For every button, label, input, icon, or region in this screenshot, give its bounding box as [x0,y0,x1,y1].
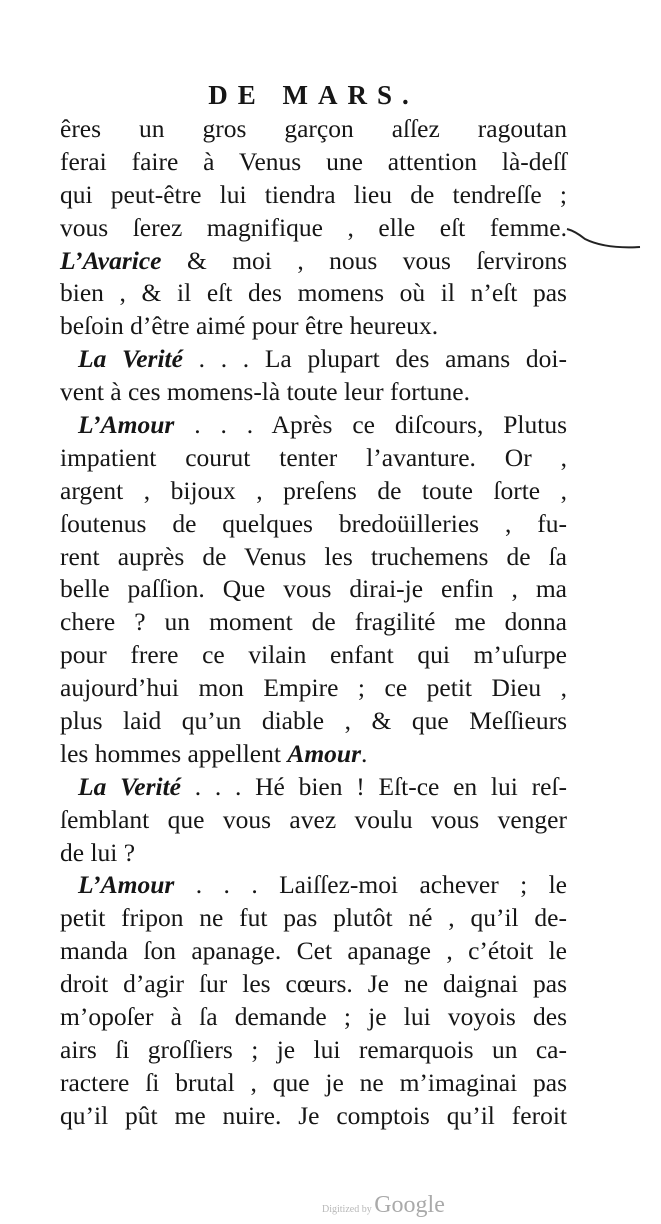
text-line [60,771,567,804]
text-line [60,1034,567,1067]
digitized-by-google-watermark [322,1192,445,1219]
text-line [60,376,567,409]
line-text: bien , & il eſt des momens où il n’eſt pas [60,278,567,308]
text-line [60,113,567,146]
line-text: . . . Hé bien ! Eſt-ce en lui reſ- [181,771,567,801]
line-text: rent auprès de Venus les truchemens de ſa [60,541,567,571]
text-line [60,409,567,442]
text-line [60,245,567,278]
line-text: de lui ? [60,837,136,867]
text-line [60,738,567,771]
text-line [60,442,567,475]
line-text: impatient courut tenter l’avanture. Or , [60,442,567,472]
line-text: . . . Après ce diſcours, Plutus [174,410,567,440]
line-text: petit fripon ne fut pas plutôt né , qu’il de- [60,903,567,933]
watermark-prefix: Digitized by [322,1204,372,1215]
line-text: vent à ces momens-là toute leur fortune. [60,377,470,407]
speaker-name: L’Amour [78,870,175,900]
text-line [60,639,567,672]
line-text: pour frere ce vilain enfant qui m’uſurpe [60,640,567,670]
speaker-name: La Verité [78,344,183,374]
text-line [60,968,567,1001]
text-line [60,672,567,705]
speaker-name: L’Amour [78,410,175,440]
line-text: belle paſſion. Que vous dirai-je enfin , ma [60,574,567,604]
text-line [60,804,567,837]
page-body-text [60,113,567,1133]
italic-term: Amour [287,738,362,768]
line-text: chere ? un moment de fragilité me donna [60,607,567,637]
line-text: les hommes appellent [60,738,288,768]
line-text: m’opoſer à ſa demande ; je lui voyois des [60,1002,567,1032]
ink-stroke-mark [565,225,645,255]
line-tail: . [361,738,368,768]
line-text: & moi , nous vous ſervirons [161,245,567,275]
text-line [60,705,567,738]
text-line [60,541,567,574]
line-text: qui peut-être lui tiendra lieu de tendreſſe ; [60,179,567,209]
text-line [60,277,567,310]
text-line [60,837,567,870]
speaker-name: L’Avarice [60,245,162,275]
line-text: plus laid qu’un diable , & que Meſſieurs [60,706,567,736]
text-line [60,606,567,639]
line-text: airs ſi groſſiers ; je lui remarquois un ca- [60,1034,567,1064]
text-line [60,1001,567,1034]
speaker-name: La Verité [78,771,181,801]
line-text: qu’il pût me nuire. Je comptois qu’il feroit [60,1100,567,1130]
running-header: DE MARS. [208,80,419,110]
text-line [60,869,567,902]
line-text: beſoin d’être aimé pour être heureux. [60,311,439,341]
line-text: ractere ſi brutal , que je ne m’imaginai pas [60,1067,567,1097]
line-text: droit d’agir ſur les cœurs. Je ne daignai pas [60,969,567,999]
text-line [60,310,567,343]
text-line [60,146,567,179]
line-text: êres un gros garçon aſſez ragoutan [60,114,567,143]
line-text: ſoutenus de quelques bredoüilleries , fu- [60,508,567,538]
line-text: argent , bijoux , preſens de toute ſorte , [60,475,567,505]
text-line [60,573,567,606]
text-line [60,212,567,245]
line-text: ferai faire à Venus une attention là-deſſ [60,146,567,176]
text-line [60,1067,567,1100]
text-line [60,343,567,376]
line-text: . . . Laiſſez-moi achever ; le [174,870,567,900]
line-text: ſemblant que vous avez voulu vous venger [60,804,567,834]
line-text: vous ſerez magnifique , elle eſt femme. [60,212,567,242]
line-text: . . . La plupart des amans doi- [182,344,567,374]
text-line [60,1100,567,1133]
line-text: manda ſon apanage. Cet apanage , c’étoit le [60,936,567,966]
text-line [60,475,567,508]
text-line [60,179,567,212]
watermark-brand: Google [374,1192,445,1218]
line-text: aujourd’hui mon Empire ; ce petit Dieu , [60,673,567,703]
text-line [60,508,567,541]
text-line [60,935,567,968]
text-line [60,902,567,935]
